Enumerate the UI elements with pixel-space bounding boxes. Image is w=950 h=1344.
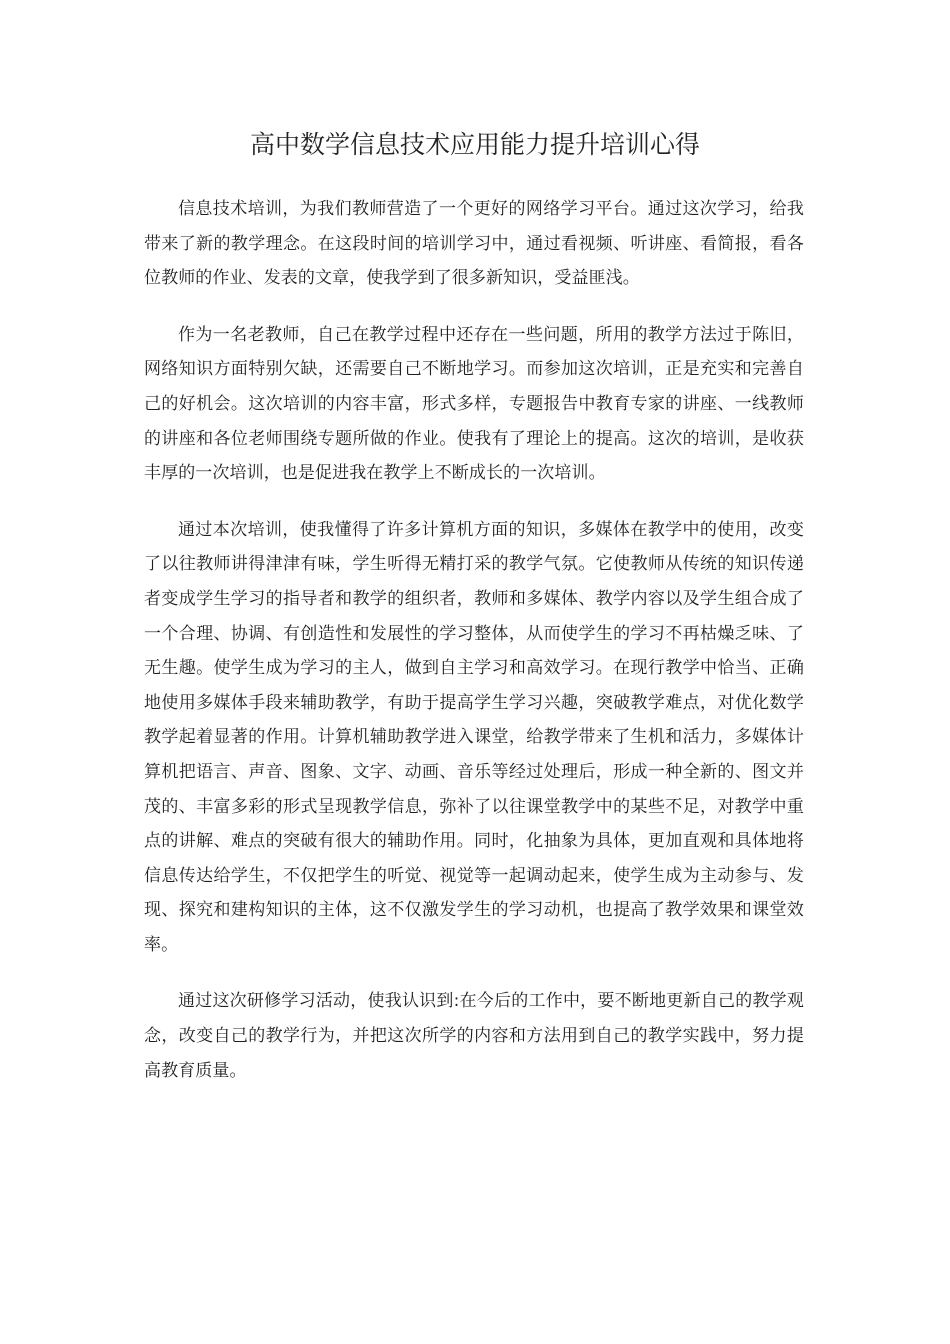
document-body	[144, 192, 804, 1110]
paragraph: 信息技术培训，为我们教师营造了一个更好的网络学习平台。通过这次学习，给我带来了新的教学理念。在这段时间的培训学习中，通过看视频、听讲座、看简报，看各位教师的作业、发表的文章，使我学到了很多新知识，受益匪浅。	[144, 199, 804, 289]
paragraph: 作为一名老教师，自己在教学过程中还存在一些问题，所用的教学方法过于陈旧，网络知识方面特别欠缺，还需要自己不断地学习。而参加这次培训，正是充实和完善自己的好机会。这次培训的内容丰富，形式多样，专题报告中教育专家的讲座、一线教师的讲座和各位老师围绕专题所做的作业。使我有了理论上的提高。这次的培训，是收获丰厚的一次培训，也是促进我在教学上不断成长的一次培训。	[144, 324, 804, 484]
paragraph: 通过这次研修学习活动，使我认识到:在今后的工作中，要不断地更新自己的教学观念，改变自己的教学行为，并把这次所学的内容和方法用到自己的教学实践中，努力提高教育质量。	[144, 991, 804, 1081]
paragraph: 通过本次培训，使我懂得了许多计算机方面的知识，多媒体在教学中的使用，改变了以往教师讲得津津有味，学生听得无精打采的教学气氛。它使教师从传统的知识传递者变成学生学习的指导者和教学的组织者，教师和多媒体、教学内容以及学生组合成了一个合理、协调、有创造性和发展性的学习整体，从而使学生的学习不再枯燥乏味、了无生趣。使学生成为学习的主人，做到自主学习和高效学习。在现行教学中恰当、正确地使用多媒体手段来辅助教学，有助于提高学生学习兴趣，突破教学难点，对优化数学教学起着显著的作用。计算机辅助教学进入课堂，给教学带来了生机和活力，多媒体计算机把语言、声音、图象、文字、动画、音乐等经过处理后，形成一种全新的、图文并茂的、丰富多彩的形式呈现教学信息，弥补了以往课堂教学中的某些不足，对教学中重点的讲解、难点的突破有很大的辅助作用。同时，化抽象为具体，更加直观和具体地将信息传达给学生，不仅把学生的听觉、视觉等一起调动起来，使学生成为主动参与、发现、探究和建构知识的主体，这不仅激发学生的学习动机，也提高了教学效果和课堂效率。	[144, 519, 804, 955]
document-title: 高中数学信息技术应用能力提升培训心得	[249, 130, 700, 159]
